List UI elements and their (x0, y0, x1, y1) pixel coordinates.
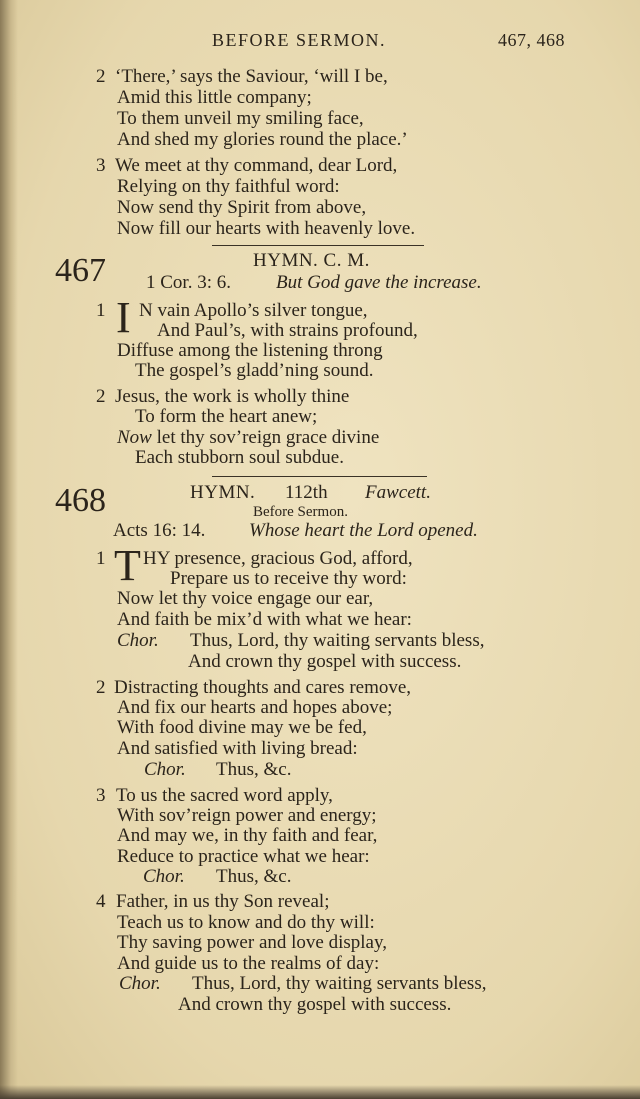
section-divider (212, 245, 424, 246)
scripture-ref: 1 Cor. 3: 6. (146, 272, 231, 293)
chorus-label: Chor. (144, 759, 186, 780)
stanza-number: 1 (96, 300, 106, 321)
chorus-line: And crown thy gospel with success. (178, 994, 452, 1015)
verse-line: Now fill our hearts with heavenly love. (117, 218, 416, 239)
verse-line-rest: let thy sov’reign grace divine (151, 427, 380, 448)
verse-line: To us the sacred word apply, (116, 785, 333, 806)
verse-line: Jesus, the work is wholly thine (115, 386, 350, 407)
chorus-line: Thus, &c. (216, 866, 292, 887)
verse-line: Reduce to practice what we hear: (117, 846, 370, 867)
chorus-line: Thus, Lord, thy waiting servants bless, (190, 630, 485, 651)
drop-cap: T (114, 541, 141, 590)
verse-line (117, 427, 379, 449)
hymn-occasion: Before Sermon. (253, 504, 348, 520)
stanza-number: 2 (96, 386, 106, 407)
verse-line: Amid this little company; (117, 87, 312, 108)
verse-line: HY presence, gracious God, afford, (143, 548, 413, 569)
verse-line: ‘There,’ says the Saviour, ‘will I be, (115, 66, 388, 87)
verse-line: Distracting thoughts and cares remove, (114, 677, 412, 698)
verse-line: Teach us to know and do thy will: (117, 912, 375, 933)
stanza-number: 3 (96, 155, 106, 176)
verse-line: The gospel’s gladd’ning sound. (135, 360, 374, 381)
section-divider (212, 476, 427, 477)
verse-line: Father, in us thy Son reveal; (116, 891, 330, 912)
chorus-label: Chor. (143, 866, 185, 887)
verse-line: We meet at thy command, dear Lord, (115, 155, 398, 176)
stanza-number: 3 (96, 785, 106, 806)
verse-line: Diffuse among the listening throng (117, 340, 383, 361)
verse-line: Relying on thy faithful word: (117, 176, 340, 197)
verse-line: And fix our hearts and hopes above; (117, 697, 393, 718)
chorus-label: Chor. (119, 973, 161, 994)
scripture-ref: Acts 16: 14. (113, 520, 206, 541)
hymn-author: Fawcett. (365, 482, 431, 503)
verse-line: Now let thy voice engage our ear, (117, 588, 374, 609)
stanza-number: 2 (96, 677, 106, 698)
scripture-text: But God gave the increase. (276, 272, 482, 293)
verse-line: And faith be mix’d with what we hear: (117, 609, 412, 630)
hymn-heading: HYMN. (190, 482, 256, 503)
italic-word: Now (117, 427, 152, 448)
verse-line: And guide us to the realms of day: (117, 953, 380, 974)
verse-line: To them unveil my smiling face, (117, 108, 364, 129)
verse-line: Each stubborn soul subdue. (135, 447, 344, 468)
verse-line: And satisfied with living bread: (117, 738, 358, 759)
verse-line: And may we, in thy faith and fear, (117, 825, 378, 846)
verse-line: And shed my glories round the place.’ (117, 129, 408, 150)
chorus-line: Thus, &c. (216, 759, 292, 780)
stanza-number: 4 (96, 891, 106, 912)
chorus-line: Thus, Lord, thy waiting servants bless, (192, 973, 487, 994)
hymn-heading: HYMN. C. M. (253, 250, 370, 271)
hymn-number: 467 (55, 252, 106, 289)
verse-line: To form the heart anew; (135, 406, 318, 427)
verse-line: Thy saving power and love display, (117, 932, 387, 953)
verse-line: With sov’reign power and energy; (117, 805, 377, 826)
verse-line: And Paul’s, with strains profound, (157, 320, 418, 341)
scripture-text: Whose heart the Lord opened. (249, 520, 478, 541)
drop-cap: I (116, 293, 131, 342)
verse-line: Now send thy Spirit from above, (117, 197, 367, 218)
hymn-number: 468 (55, 482, 106, 519)
running-title: BEFORE SERMON. (212, 30, 387, 50)
stanza-number: 1 (96, 548, 106, 569)
hymn-meter: 112th (285, 482, 328, 503)
verse-line: Prepare us to receive thy word: (170, 568, 407, 589)
chorus-label: Chor. (117, 630, 159, 651)
verse-line: With food divine may we be fed, (117, 717, 367, 738)
page-gutter (0, 0, 18, 1099)
page-numbers: 467, 468 (498, 30, 565, 50)
page-bottom-edge (0, 1085, 640, 1099)
stanza-number: 2 (96, 66, 106, 87)
verse-line: N vain Apollo’s silver tongue, (139, 300, 368, 321)
chorus-line: And crown thy gospel with success. (188, 651, 462, 672)
